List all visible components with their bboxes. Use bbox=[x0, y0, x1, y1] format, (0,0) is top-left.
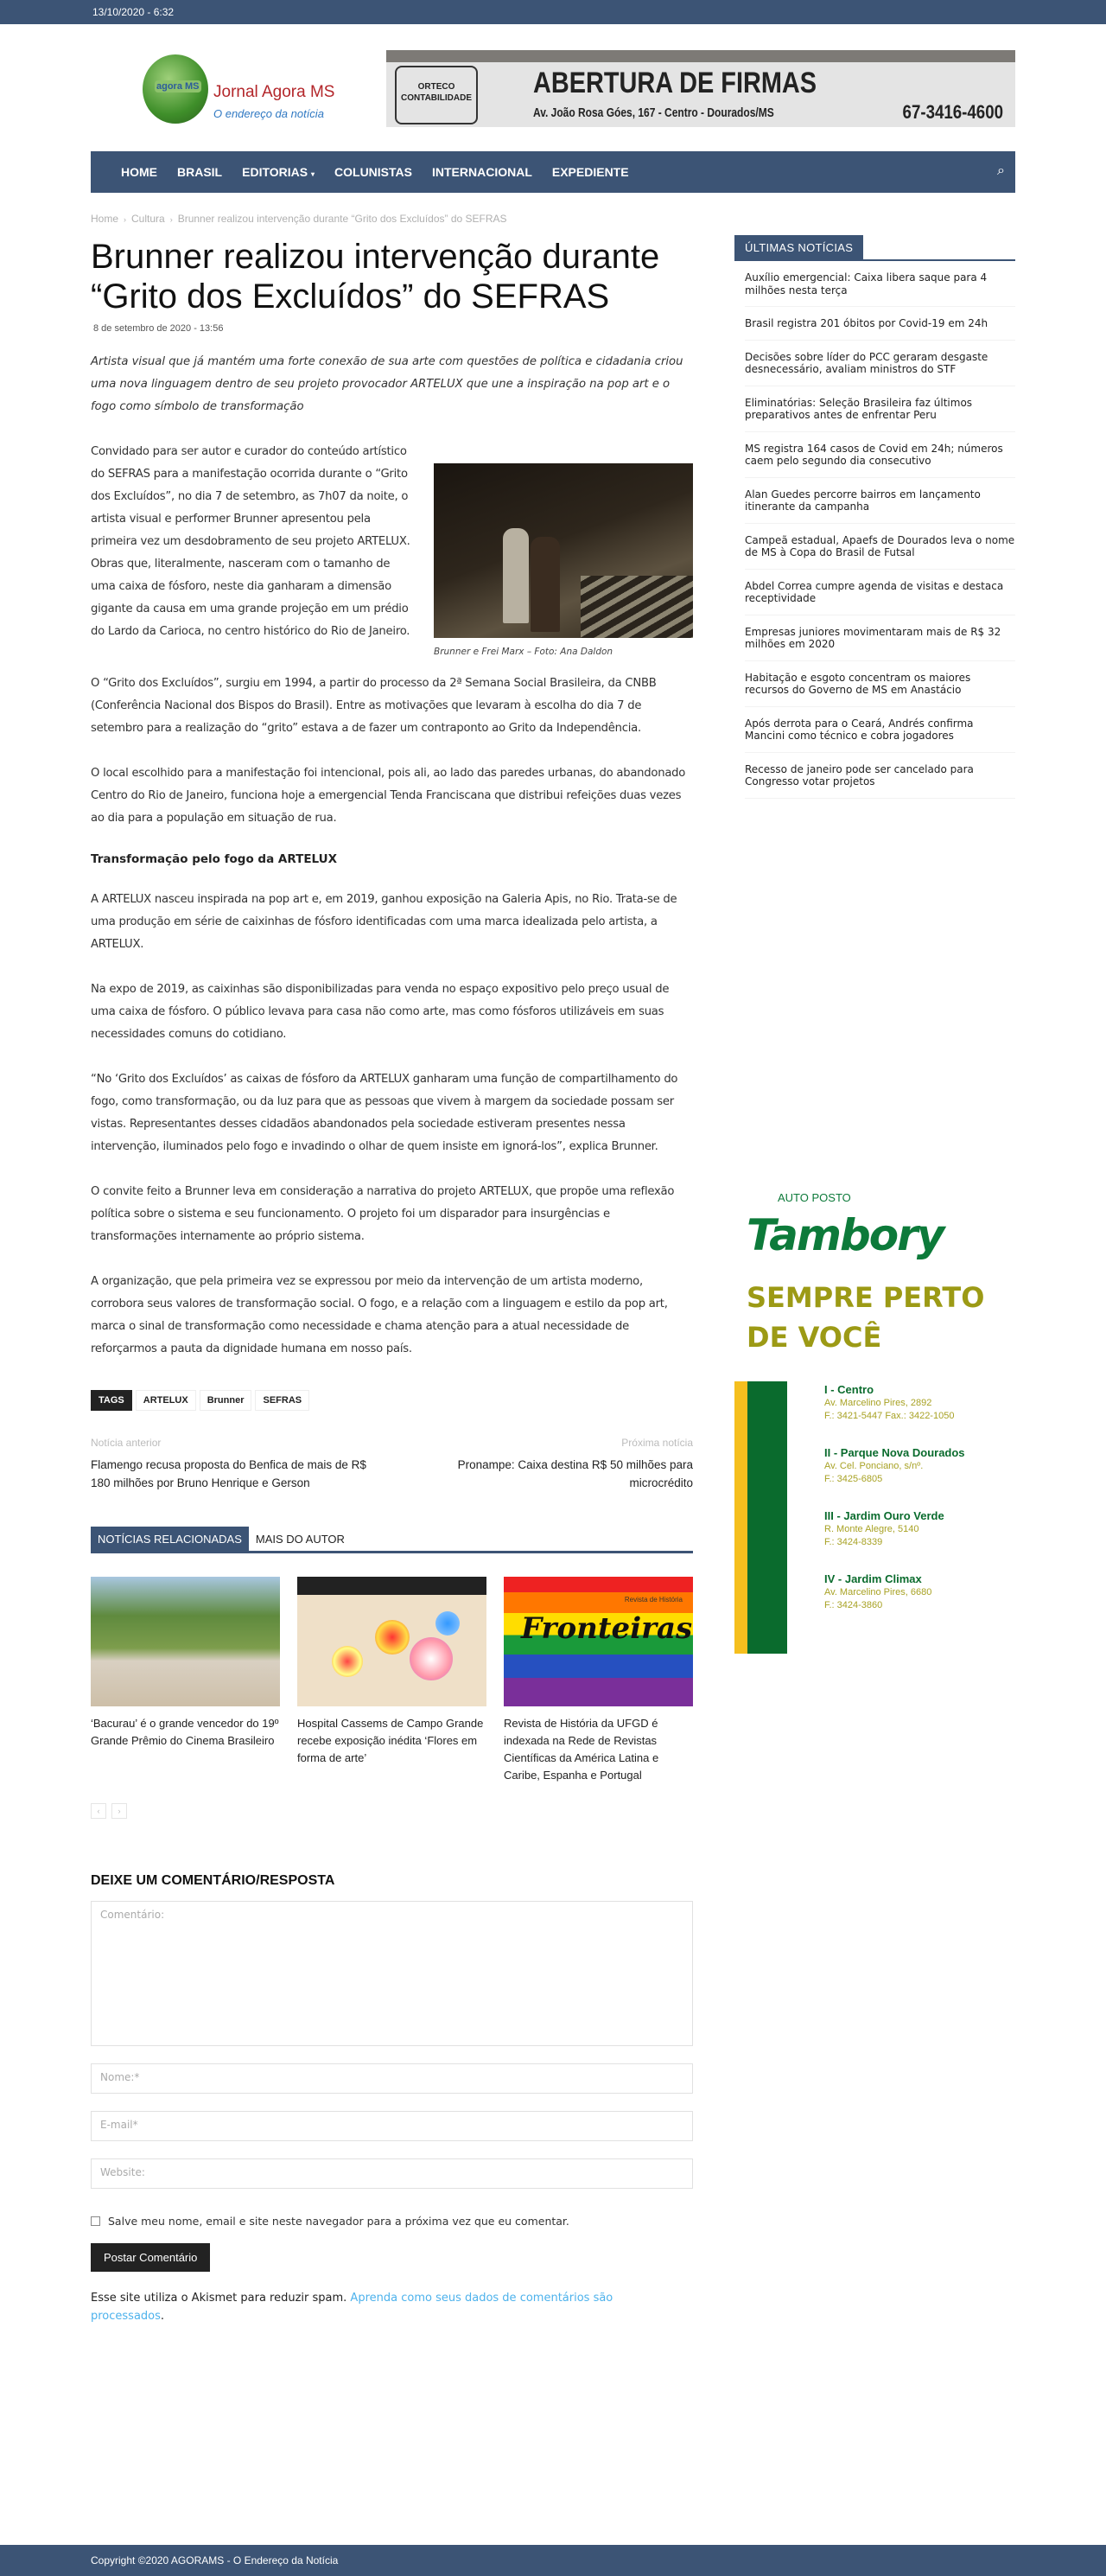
image-title: Fronteiras bbox=[521, 1611, 693, 1646]
akismet-link[interactable]: Aprenda como seus dados de comentários são processados bbox=[91, 2292, 613, 2323]
related-tabs bbox=[91, 1527, 693, 1553]
save-info-label: Salve meu nome, email e site neste navegador para a próxima vez que eu comentar. bbox=[108, 2215, 569, 2228]
ad-locations bbox=[824, 1383, 965, 1636]
save-info-row bbox=[91, 2215, 693, 2228]
article-body bbox=[91, 441, 693, 1361]
post-navigation bbox=[91, 1437, 693, 1492]
ad-location bbox=[824, 1509, 965, 1549]
top-bar bbox=[0, 0, 1106, 24]
header-ad-banner[interactable] bbox=[386, 50, 1015, 127]
nav-home[interactable]: HOME bbox=[121, 165, 157, 179]
tab-related-news[interactable]: NOTÍCIAS RELACIONADAS bbox=[91, 1527, 249, 1551]
email-input[interactable]: E-mail* bbox=[91, 2111, 693, 2141]
tab-more-from-author[interactable]: MAIS DO AUTOR bbox=[255, 1533, 345, 1546]
nav-colunistas[interactable]: COLUNISTAS bbox=[334, 165, 412, 179]
paragraph: A organização, que pela primeira vez se expressou por meio da intervenção de um artista moderno, corrobora seus valores de transformação social. O fogo, e a relação com a linguagem e estilo da pop art, marca o sinal de transformação como necessidade e chama atenção para a atual necessidade de reforçarmos a pauta da dignidade humana em nosso país. bbox=[91, 1275, 668, 1355]
ad-location-line1: Av. Marcelino Pires, 6680 bbox=[824, 1587, 932, 1597]
paragraph: A ARTELUX nasceu inspirada na pop art e, em 2019, ganhou exposição na Galeria Apis, no Rio. Trata-se de uma produção em série de caixinhas de fósforo identificadas com uma marca idealizada pelo artista, a ARTELUX. bbox=[91, 893, 677, 951]
sidebar bbox=[734, 235, 1015, 799]
paragraph: Na expo de 2019, as caixinhas são disponibilizadas para venda no espaço expositivo pelo preço usual de uma caixa de fósforo. O público levava para casa não como arte, mas como fósforos utilizáveis em suas necessidades comuns do cotidiano. bbox=[91, 983, 670, 1041]
latest-news-item[interactable]: Auxílio emergencial: Caixa libera saque para 4 milhões nesta terça bbox=[745, 261, 1015, 307]
paragraph: O local escolhido para a manifestação foi intencional, pois ali, ao lado das paredes urbanas, do abandonado Centro do Rio de Janeiro, funciona hoje a emergencial Tenda Franciscana que distribui refeições duas vezes ao dia para a população em situação de rua. bbox=[91, 767, 686, 825]
previous-post[interactable] bbox=[91, 1437, 367, 1492]
latest-news-item[interactable]: Habitação e esgoto concentram os maiores recursos do Governo de MS em Anastácio bbox=[745, 661, 1015, 707]
next-page-button[interactable]: › bbox=[111, 1803, 127, 1819]
paragraph: O “Grito dos Excluídos”, surgiu em 1994, a partir do processo da 2ª Semana Social Brasileira, da CNBB (Conferência Nacional dos Bispos do Brasil). Entre as motivações que levaram à escolha do dia 7 de setembro para a realização do “grito” estava a de fazer um contraponto ao Grito da Independência. bbox=[91, 677, 657, 735]
ad-slogan bbox=[747, 1278, 984, 1357]
main-nav bbox=[91, 151, 1015, 193]
breadcrumb bbox=[91, 213, 693, 225]
nav-expediente[interactable]: EXPEDIENTE bbox=[551, 165, 629, 179]
latest-news-list bbox=[745, 261, 1015, 799]
latest-news-item[interactable]: Abdel Correa cumpre agenda de visitas e destaca receptividade bbox=[745, 570, 1015, 615]
related-pager bbox=[91, 1803, 693, 1819]
paragraph: Convidado para ser autor e curador do conteúdo artístico do SEFRAS para a manifestação ocorrida durante o “Grito dos Excluídos”, no dia 7 de setembro, as 7h07 da noite, o artista visual e performer Brunner apresentou pela primeira vez um desdobramento de seu projeto ARTELUX. Obras que, literalmente, nasceram com o tamanho de uma caixa de fósforo, neste dia ganharam a dimensão gigante da causa em uma grande projeção em um prédio do Lardo da Carioca, no centro histórico do Rio de Janeiro. bbox=[91, 445, 410, 638]
related-card[interactable] bbox=[91, 1577, 280, 1784]
comment-title: DEIXE UM COMENTÁRIO/RESPOSTA bbox=[91, 1873, 335, 1888]
ad-location-name: III - Jardim Ouro Verde bbox=[824, 1509, 944, 1522]
footer bbox=[0, 2545, 1106, 2576]
tags-label: TAGS bbox=[91, 1390, 132, 1411]
previous-title[interactable]: Flamengo recusa proposta do Benfica de mais de R$ 180 milhões por Bruno Henrique e Gerson bbox=[91, 1458, 366, 1489]
article-figure bbox=[434, 463, 693, 657]
latest-news-item[interactable]: Empresas juniores movimentaram mais de R$ 32 milhões em 2020 bbox=[745, 615, 1015, 661]
latest-news-item[interactable]: Campeã estadual, Apaefs de Dourados leva o nome de MS à Copa do Brasil de Futsal bbox=[745, 524, 1015, 570]
ad-location-line2: F.: 3424-8339 bbox=[824, 1537, 883, 1547]
comment-textarea[interactable]: Comentário: bbox=[91, 1901, 693, 2046]
breadcrumb-current: Brunner realizou intervenção durante “Grito dos Excluídos” do SEFRAS bbox=[177, 213, 507, 225]
akismet-text: Esse site utiliza o Akismet para reduzir spam. bbox=[91, 2292, 351, 2305]
chevron-down-icon: ▾ bbox=[311, 170, 315, 178]
ad-location bbox=[824, 1446, 965, 1486]
photo-caption: Brunner e Frei Marx – Foto: Ana Daldon bbox=[434, 647, 613, 657]
related-card[interactable] bbox=[504, 1577, 693, 1784]
latest-news-item[interactable]: Recesso de janeiro pode ser cancelado para Congresso votar projetos bbox=[745, 753, 1015, 799]
banner-phone: 67-3416-4600 bbox=[902, 101, 1003, 123]
ad-pre: AUTO POSTO bbox=[778, 1191, 851, 1204]
related-image[interactable] bbox=[91, 1577, 280, 1706]
ad-location-line2: F.: 3425-6805 bbox=[824, 1474, 883, 1484]
breadcrumb-separator-icon: › bbox=[124, 215, 127, 224]
tag-artelux[interactable]: ARTELUX bbox=[136, 1390, 196, 1411]
tags bbox=[91, 1390, 693, 1411]
akismet-end: . bbox=[160, 2310, 165, 2323]
sidebar-ad-tambory[interactable] bbox=[734, 1191, 1020, 1667]
banner-title: ABERTURA DE FIRMAS bbox=[533, 67, 817, 99]
previous-label: Notícia anterior bbox=[91, 1437, 162, 1449]
sidebar-header bbox=[734, 235, 1015, 261]
article-title: Brunner realizou intervenção durante “Grito dos Excluídos” do SEFRAS bbox=[91, 238, 660, 316]
ad-slogan-line: SEMPRE PERTO bbox=[747, 1281, 985, 1314]
save-info-checkbox[interactable] bbox=[91, 2216, 100, 2226]
name-input[interactable]: Nome:* bbox=[91, 2063, 693, 2094]
ad-brand: Tambory bbox=[747, 1210, 944, 1260]
ad-slogan-line: DE VOCÊ bbox=[747, 1321, 882, 1354]
latest-news-item[interactable]: Eliminatórias: Seleção Brasileira faz últimos preparativos antes de enfrentar Peru bbox=[745, 386, 1015, 432]
current-datetime: 13/10/2020 - 6:32 bbox=[92, 6, 175, 18]
logo-name: Jornal Agora MS bbox=[213, 83, 335, 101]
article-photo[interactable] bbox=[434, 463, 693, 638]
tag-sefras[interactable]: SEFRAS bbox=[255, 1390, 309, 1411]
ad-yellow-stripe bbox=[734, 1381, 747, 1654]
nav-editorias[interactable] bbox=[242, 165, 315, 179]
article-date: 8 de setembro de 2020 - 13:56 bbox=[93, 323, 224, 334]
related-posts bbox=[91, 1577, 693, 1784]
ad-location-name: I - Centro bbox=[824, 1383, 874, 1396]
ad-location-name: II - Parque Nova Dourados bbox=[824, 1446, 965, 1459]
paragraph: “No ‘Grito dos Excluídos’ as caixas de fósforo da ARTELUX ganharam uma função de compartilhamento do fogo, como transformação, ou da luz para que as pessoas que vivem à margem da sociedade possam ser vistas. Representantes desses cidadãos abandonados pela sociedade estiveram presentes nessa intervenção, iluminados pelo fogo e invadindo o olhar de quem insiste em ignorá-los”, explica Brunner. bbox=[91, 1073, 678, 1153]
ad-location-name: IV - Jardim Climax bbox=[824, 1572, 922, 1585]
paragraph: O convite feito a Brunner leva em consideração a narrativa do projeto ARTELUX, que propõe uma reflexão política sobre o sistema e seu funcionamento. O projeto foi um disparador para insurgências e transformações internamente ao próprio sistema. bbox=[91, 1185, 675, 1243]
logo-globe-icon bbox=[143, 54, 208, 124]
sidebar-title: ÚLTIMAS NOTÍCIAS bbox=[734, 235, 863, 259]
ad-location-line1: R. Monte Alegre, 5140 bbox=[824, 1524, 919, 1534]
nav-editorias-label: EDITORIAS bbox=[242, 165, 308, 179]
nav-brasil[interactable]: BRASIL bbox=[177, 165, 223, 179]
ad-location-line1: Av. Cel. Ponciano, s/nº. bbox=[824, 1461, 924, 1471]
site-logo[interactable] bbox=[143, 50, 341, 128]
nav-internacional[interactable]: INTERNACIONAL bbox=[431, 165, 532, 179]
website-input[interactable]: Website: bbox=[91, 2158, 693, 2189]
banner-address: Av. João Rosa Góes, 167 - Centro - Dourados/MS bbox=[533, 105, 774, 120]
related-title[interactable]: Revista de História da UFGD é indexada na Rede de Revistas Científicas da América Latina e Caribe, Espanha e Portugal bbox=[504, 1717, 659, 1782]
article-lead: Artista visual que já mantém uma forte conexão de sua arte com questões de política e cidadania criou uma nova linguagem dentro de seu projeto provocador ARTELUX que une a inspiração na pop art e o fogo como símbolo de transformação bbox=[91, 355, 683, 413]
next-title[interactable]: Pronampe: Caixa destina R$ 50 milhões para microcrédito bbox=[457, 1458, 693, 1489]
next-label: Próxima notícia bbox=[621, 1437, 693, 1449]
related-title[interactable]: ‘Bacurau’ é o grande vencedor do 19º Grande Prêmio do Cinema Brasileiro bbox=[91, 1717, 279, 1747]
orteco-emblem-icon: ORTECO CONTABILIDADE bbox=[395, 66, 478, 124]
akismet-notice bbox=[91, 2289, 687, 2325]
latest-news-item[interactable]: Decisões sobre líder do PCC geraram desgaste desnecessário, avaliam ministros do STF bbox=[745, 341, 1015, 386]
related-title[interactable]: Hospital Cassems de Campo Grande recebe exposição inédita ‘Flores em forma de arte’ bbox=[297, 1717, 484, 1764]
ad-location bbox=[824, 1383, 965, 1423]
breadcrumb-separator-icon: › bbox=[169, 215, 173, 224]
related-image[interactable] bbox=[504, 1577, 693, 1706]
breadcrumb-home[interactable]: Home bbox=[91, 213, 119, 225]
logo-mark: agora MS bbox=[156, 81, 200, 92]
image-subtitle: Revista de História bbox=[624, 1596, 683, 1604]
ad-location bbox=[824, 1572, 965, 1612]
related-image[interactable] bbox=[297, 1577, 486, 1706]
breadcrumb-cultura[interactable]: Cultura bbox=[131, 213, 165, 225]
latest-news-item[interactable]: Alan Guedes percorre bairros em lançamento itinerante da campanha bbox=[745, 478, 1015, 524]
ad-location-line1: Av. Marcelino Pires, 2892 bbox=[824, 1398, 932, 1408]
latest-news-item[interactable]: MS registra 164 casos de Covid em 24h; números caem pelo segundo dia consecutivo bbox=[745, 432, 1015, 478]
ad-location-line2: F.: 3421-5447 Fax.: 3422-1050 bbox=[824, 1411, 955, 1421]
footer-copyright: Copyright ©2020 AGORAMS - O Endereço da Notícia bbox=[91, 2554, 339, 2566]
latest-news-item[interactable]: Após derrota para o Ceará, Andrés confirma Mancini como técnico e cobra jogadores bbox=[745, 707, 1015, 753]
logo-tagline: O endereço da notícia bbox=[213, 107, 324, 120]
search-icon[interactable]: ⌕ bbox=[997, 163, 1005, 178]
next-post[interactable] bbox=[416, 1437, 693, 1492]
related-card[interactable] bbox=[297, 1577, 486, 1784]
article-subheading: Transformação pelo fogo da ARTELUX bbox=[91, 852, 338, 866]
post-comment-button[interactable]: Postar Comentário bbox=[91, 2243, 210, 2272]
prev-page-button[interactable]: ‹ bbox=[91, 1803, 106, 1819]
ad-location-line2: F.: 3424-3860 bbox=[824, 1600, 883, 1610]
tag-brunner[interactable]: Brunner bbox=[200, 1390, 252, 1411]
article-column bbox=[91, 207, 693, 2325]
ad-green-stripe bbox=[747, 1381, 787, 1654]
latest-news-item[interactable]: Brasil registra 201 óbitos por Covid-19 em 24h bbox=[745, 307, 1015, 341]
